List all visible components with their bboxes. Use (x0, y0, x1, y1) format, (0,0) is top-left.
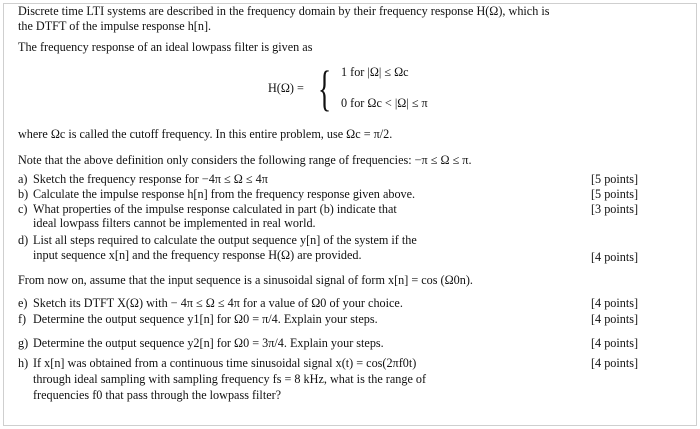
question-text: Determine the output sequence y1[n] for Ω0 = π/4. Explain your steps. (33, 312, 378, 326)
question-mark: b) (18, 187, 29, 201)
question-h-points: [4 points] (591, 356, 639, 370)
question-mark: c) (18, 202, 28, 216)
question-d (18, 233, 417, 248)
question-mark: g) (18, 336, 29, 350)
question-g (18, 336, 384, 351)
question-f (18, 312, 378, 327)
filter-case-2: 0 for Ωc < |Ω| ≤ π (341, 96, 428, 110)
question-f-points: [4 points] (591, 312, 639, 326)
question-b (18, 187, 415, 202)
cutoff-line: where Ωc is called the cutoff frequency. In this entire problem, use Ωc = π/2. (18, 127, 393, 141)
question-text: Determine the output sequence y2[n] for Ω0 = 3π/4. Explain your steps. (33, 336, 384, 350)
intro-line-3: The frequency response of an ideal lowpass filter is given as (18, 40, 313, 54)
question-d-points: [4 points] (591, 250, 639, 264)
filter-case-1: 1 for |Ω| ≤ Ωc (341, 65, 409, 79)
question-mark: e) (18, 296, 28, 310)
question-text: List all steps required to calculate the output sequence y[n] of the system if the (33, 233, 417, 247)
question-a (18, 172, 268, 187)
intro-line-2: the DTFT of the impulse response h[n]. (18, 19, 212, 33)
question-mark: d) (18, 233, 29, 247)
question-mark: f) (18, 312, 27, 326)
question-mark: h) (18, 356, 29, 370)
question-text: Calculate the impulse response h[n] from the frequency response given above. (33, 187, 416, 201)
intro-line-1: Discrete time LTI systems are described in the frequency domain by their frequency response H(Ω), which is (18, 4, 550, 18)
question-c (18, 202, 397, 217)
question-a-points: [5 points] (591, 172, 639, 186)
question-b-points: [5 points] (591, 187, 639, 201)
question-e (18, 296, 403, 311)
question-c-points: [3 points] (591, 202, 639, 216)
question-h-line-2: through ideal sampling with sampling frequency fs = 8 kHz, what is the range of (33, 372, 427, 386)
question-d-line-2: input sequence x[n] and the frequency response H(Ω) are provided. (33, 248, 362, 262)
question-c-line-2: ideal lowpass filters cannot be implemented in real world. (33, 216, 316, 230)
question-text: What properties of the impulse response calculated in part (b) indicate that (33, 202, 397, 216)
question-h (18, 356, 416, 371)
question-text: Sketch the frequency response for −4π ≤ Ω ≤ 4π (33, 172, 268, 186)
question-mark: a) (18, 172, 28, 186)
question-e-points: [4 points] (591, 296, 639, 310)
piecewise-brace: { (318, 60, 332, 116)
question-text: Sketch its DTFT X(Ω) with − 4π ≤ Ω ≤ 4π for a value of Ω0 of your choice. (33, 296, 403, 310)
range-note: Note that the above definition only considers the following range of frequencies: −π ≤ Ω ≤ π. (18, 153, 472, 167)
filter-lhs: H(Ω) = (268, 81, 304, 95)
question-g-points: [4 points] (591, 336, 639, 350)
question-text: If x[n] was obtained from a continuous time sinusoidal signal x(t) = cos(2πf0t) (33, 356, 417, 370)
question-h-line-3: frequencies f0 that pass through the lowpass filter? (33, 388, 282, 402)
transition-line: From now on, assume that the input sequence is a sinusoidal signal of form x[n] = cos (Ω0n). (18, 273, 473, 287)
